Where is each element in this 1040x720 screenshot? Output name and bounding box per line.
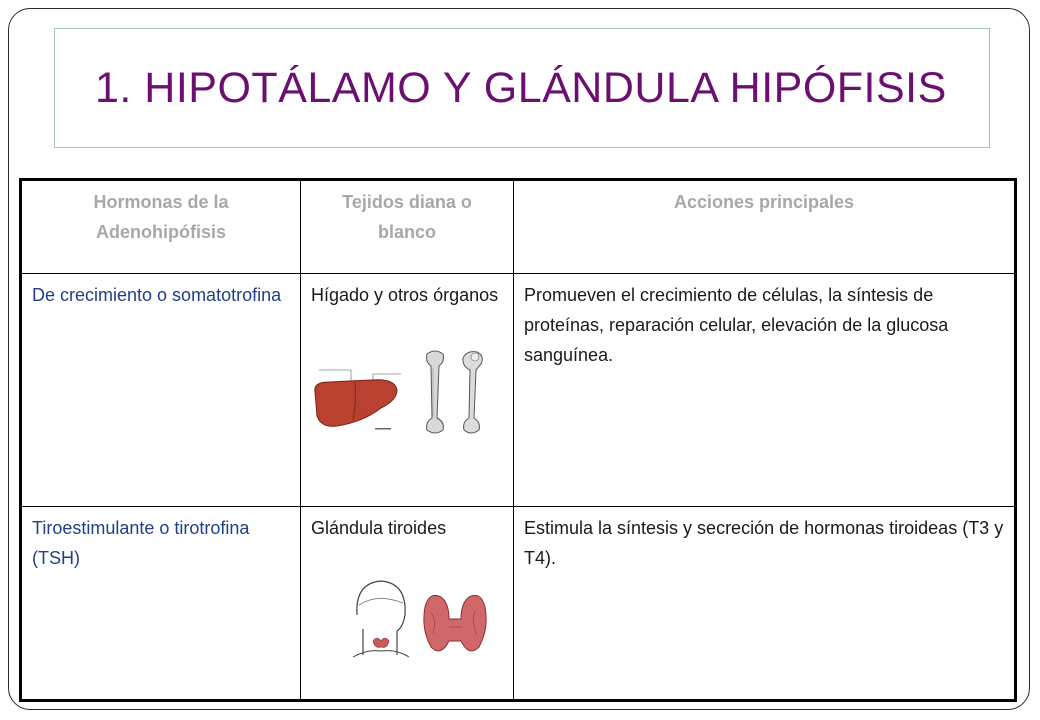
header-tissues: Tejidos diana o blanco bbox=[301, 180, 514, 274]
thyroid-icon bbox=[419, 589, 491, 659]
table-row bbox=[21, 507, 1016, 701]
table-row bbox=[21, 274, 1016, 507]
action-cell: Estimula la síntesis y secreción de hormonas tiroideas (T3 y T4). bbox=[514, 507, 1016, 701]
header-hormones: Hormonas de la Adenohipófisis bbox=[21, 180, 301, 274]
tissue-label: Glándula tiroides bbox=[311, 518, 447, 538]
title-box bbox=[54, 28, 990, 148]
hormone-cell: Tiroestimulante o tirotrofina (TSH) bbox=[21, 507, 301, 701]
action-cell: Promueven el crecimiento de células, la síntesis de proteínas, reparación celular, elevación de la glucosa sanguínea. bbox=[514, 274, 1016, 507]
slide-title: 1. HIPOTÁLAMO Y GLÁNDULA HIPÓFISIS bbox=[95, 63, 947, 112]
liver-icon bbox=[311, 364, 411, 434]
head-neck-icon bbox=[347, 575, 413, 659]
hormones-table bbox=[19, 178, 1017, 702]
thyroid-illustration bbox=[311, 575, 503, 659]
header-actions: Acciones principales bbox=[514, 180, 1016, 274]
tissue-cell bbox=[301, 507, 514, 701]
tissue-label: Hígado y otros órganos bbox=[311, 285, 499, 305]
tissue-cell bbox=[301, 274, 514, 507]
liver-bones-illustration bbox=[311, 350, 503, 434]
hormone-cell: De crecimiento o somatotrofina bbox=[21, 274, 301, 507]
bone-icon bbox=[459, 350, 487, 434]
bone-icon bbox=[421, 350, 449, 434]
table-header-row bbox=[21, 180, 1016, 274]
